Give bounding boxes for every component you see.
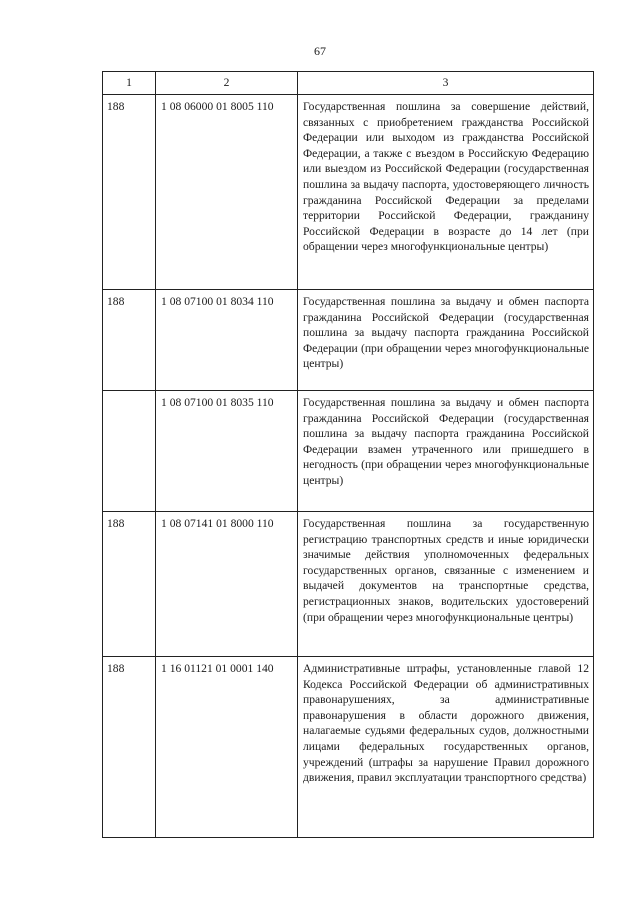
admin-code-cell: 188 — [103, 290, 156, 391]
table-row — [103, 290, 594, 391]
admin-code-cell: 188 — [103, 95, 156, 290]
table-row — [103, 512, 594, 657]
description-cell: Государственная пошлина за государственную регистрацию транспортных средств и иные юридически значимые действия уполномоченных федеральных государственных органов, связанные с изменением и выдачей документов на транспортные средства, регистрационных знаков, водительских удостоверений (при обращении через многофункциональные центры) — [298, 512, 594, 657]
budget-code-cell: 1 08 07100 01 8035 110 — [156, 391, 298, 512]
description-cell: Государственная пошлина за выдачу и обмен паспорта гражданина Российской Федерации (государственная пошлина за выдачу паспорта гражданина Российской Федерации взамен утраченного или пришедшего в негодность (при обращении через многофункциональные центры) — [298, 391, 594, 512]
table-row — [103, 391, 594, 512]
budget-code-cell: 1 16 01121 01 0001 140 — [156, 657, 298, 838]
budget-code-cell: 1 08 07141 01 8000 110 — [156, 512, 298, 657]
description-cell: Административные штрафы, установленные главой 12 Кодекса Российской Федерации об административных правонарушениях, за административные правонарушения в области дорожного движения, налагаемые судьями федеральных судов, должностными лицами федеральных государственных органов, учреждений (штрафы за нарушение Правил дорожного движения, правил эксплуатации транспортного средства) — [298, 657, 594, 838]
admin-code-cell: 188 — [103, 512, 156, 657]
column-header-3: 3 — [298, 72, 594, 95]
admin-code-cell — [103, 391, 156, 512]
page-number: 67 — [314, 44, 326, 58]
table-header-row — [103, 72, 594, 95]
description-cell: Государственная пошлина за выдачу и обмен паспорта гражданина Российской Федерации (государственная пошлина за выдачу паспорта гражданина Российской Федерации (при обращении через многофункциональные центры) — [298, 290, 594, 391]
column-header-2: 2 — [156, 72, 298, 95]
budget-code-cell: 1 08 06000 01 8005 110 — [156, 95, 298, 290]
revenue-codes-table — [102, 71, 594, 838]
table-row — [103, 95, 594, 290]
description-cell: Государственная пошлина за совершение действий, связанных с приобретением гражданства Российской Федерации или выходом из гражданства Российской Федерации, а также с въездом в Российскую Федерацию или выездом из Российской Федерации (государственная пошлина за выдачу паспорта, удостоверяющего личность гражданина Российской Федерации за пределами территории Российской Федерации, гражданину Российской Федерации в возрасте до 14 лет (при обращении через многофункциональные центры) — [298, 95, 594, 290]
column-header-1: 1 — [103, 72, 156, 95]
budget-code-cell: 1 08 07100 01 8034 110 — [156, 290, 298, 391]
table-row — [103, 657, 594, 838]
admin-code-cell: 188 — [103, 657, 156, 838]
